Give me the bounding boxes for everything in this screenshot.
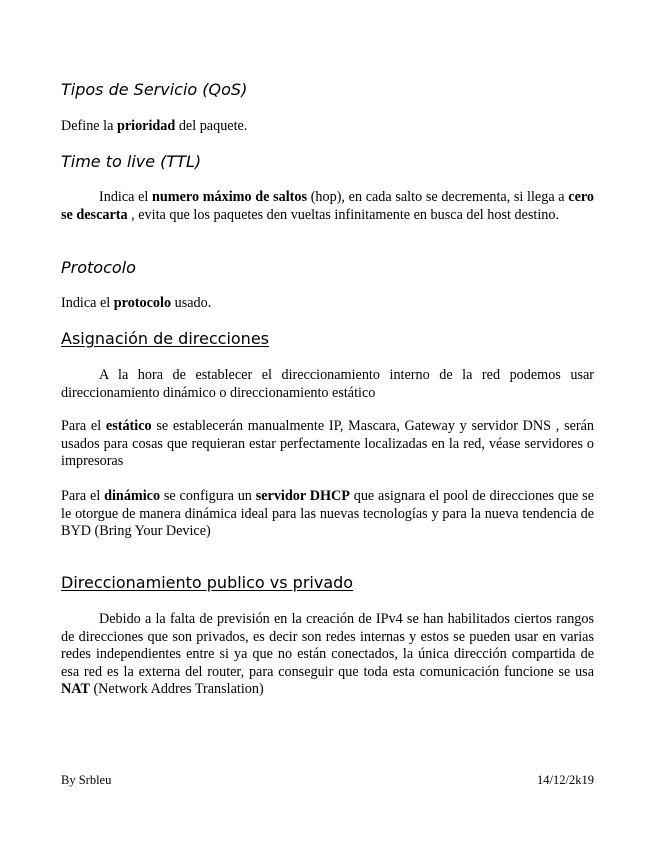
text: se configura un [160, 488, 256, 504]
heading-asignacion: Asignación de direcciones [61, 329, 269, 348]
footer-date: 14/12/2k19 [537, 773, 594, 787]
bold-cero: cero se descarta [61, 189, 594, 223]
text: Para el [61, 488, 105, 504]
heading-protocolo: Protocolo [61, 258, 136, 277]
paragraph-estatico [61, 418, 594, 471]
bold-dhcp: servidor DHCP [255, 488, 350, 504]
text: , evita que los paquetes den vueltas infinitamente en busca del host destino. [127, 206, 560, 223]
paragraph-protocolo [61, 295, 594, 313]
bold-protocolo: protocolo [113, 295, 172, 311]
bold-prioridad: prioridad [116, 118, 176, 134]
text: Indica el [61, 295, 114, 311]
text: (hop), en cada salto se decrementa, si llega a [307, 189, 569, 205]
bold-nat: NAT [61, 681, 90, 697]
paragraph-direccionamiento [61, 611, 594, 699]
text: se establecerán manualmente IP, Mascara, Gateway y servidor DNS , serán usados para cosas que requieran estar perfectamente localizadas en la red, véase servidores o impresoras [61, 418, 594, 469]
bold-estatico: estático [105, 418, 152, 434]
footer-author: By Srbleu [61, 773, 112, 787]
bold-saltos: numero máximo de saltos [152, 189, 308, 205]
heading-direccionamiento: Direccionamiento publico vs privado [61, 573, 354, 592]
text: del paquete. [175, 118, 248, 134]
paragraph-asignacion-intro: A la hora de establecer el direccionamiento interno de la red podemos usar direccionamiento dinámico o direccionamiento estático [61, 367, 594, 401]
text: Indica el [99, 189, 153, 205]
text: usado. [171, 295, 212, 311]
text: Para el [61, 418, 106, 434]
text: que asignara el pool de direcciones que se le otorgue de manera dinámica ideal para las nuevas tecnologías y para la nueva tendencia de BYD (Bring Your Device) [61, 488, 594, 539]
bold-dinamico: dinámico [104, 488, 161, 504]
text: Define la [61, 118, 117, 134]
paragraph-qos [61, 118, 594, 136]
text: Debido a la falta de previsión en la creación de IPv4 se han habilitados ciertos rangos de direcciones que son privados, es decir son redes internas y estos se pueden usar en varias redes independientes entre si ya que no están conectados, la única dirección compartida de esa red es la externa del router, para conseguir que toda esta comunicación funcione se usa [61, 611, 594, 680]
paragraph-dinamico [61, 488, 594, 541]
text: (Network Addres Translation) [89, 681, 264, 697]
paragraph-ttl [61, 189, 594, 224]
heading-ttl: Time to live (TTL) [61, 152, 202, 171]
heading-qos: Tipos de Servicio (QoS) [61, 80, 248, 99]
